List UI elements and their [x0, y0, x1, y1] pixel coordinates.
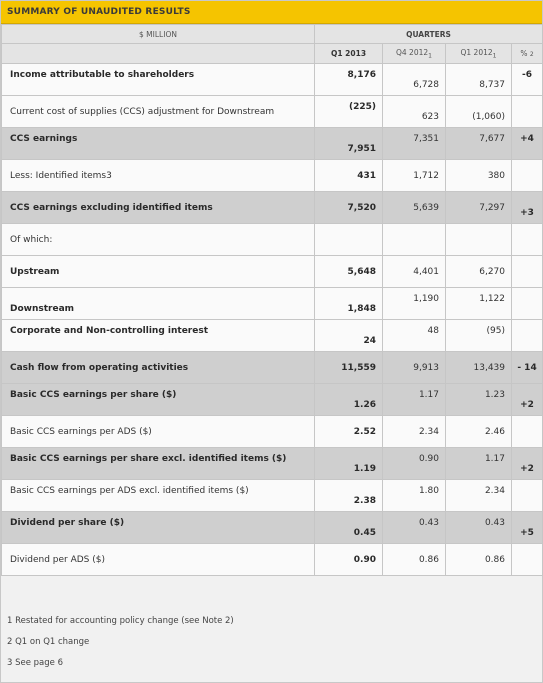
- row-label: CCS earnings: [2, 128, 315, 160]
- col-header-q4-2012: Q4 $2012_1$: [383, 44, 446, 64]
- value-pct-change: [512, 96, 543, 128]
- value-q4-2012: 7,351: [383, 128, 446, 160]
- value-q1-2013: 7,520: [315, 192, 383, 224]
- table-row: [2, 512, 543, 544]
- table-row: [2, 320, 543, 352]
- value-pct-change: [512, 480, 543, 512]
- table-row: [2, 416, 543, 448]
- value-pct-change: +4: [512, 128, 543, 160]
- value-q1-2012: (1,060): [446, 96, 512, 128]
- value-pct-change: [512, 160, 543, 192]
- table-row: [2, 224, 543, 256]
- row-label: Of which:: [2, 224, 315, 256]
- value-pct-change: +2: [512, 384, 543, 416]
- value-pct-change: [512, 320, 543, 352]
- row-label: CCS earnings excluding identified items: [2, 192, 315, 224]
- table-row: [2, 384, 543, 416]
- value-q1-2013: 2.52: [315, 416, 383, 448]
- footnote-2: 2 Q1 on Q1 change: [7, 637, 90, 647]
- row-label: Corporate and Non-controlling interest: [2, 320, 315, 352]
- value-pct-change: [512, 288, 543, 320]
- value-q1-2013: 5,648: [315, 256, 383, 288]
- table-row: [2, 480, 543, 512]
- value-q1-2012: 8,737: [446, 64, 512, 96]
- row-label: Dividend per share ($): [2, 512, 315, 544]
- value-q4-2012: 1.80: [383, 480, 446, 512]
- value-q4-2012: 9,913: [383, 352, 446, 384]
- value-q4-2012: 1,190: [383, 288, 446, 320]
- value-q1-2012: 2.46: [446, 416, 512, 448]
- value-q1-2013: 24: [315, 320, 383, 352]
- value-pct-change: -6: [512, 64, 543, 96]
- col-header-q1-2012: Q1 $2012_1$: [446, 44, 512, 64]
- value-q1-2013: 1,848: [315, 288, 383, 320]
- value-q1-2012: 0.43: [446, 512, 512, 544]
- col-header-pct: % 2: [512, 44, 543, 64]
- value-q1-2012: 0.86: [446, 544, 512, 576]
- results-table: [1, 24, 543, 576]
- value-q1-2012: 1.17: [446, 448, 512, 480]
- value-pct-change: [512, 256, 543, 288]
- value-pct-change: [512, 416, 543, 448]
- row-label: Cash flow from operating activities: [2, 352, 315, 384]
- table-row: [2, 64, 543, 96]
- value-q4-2012: 2.34: [383, 416, 446, 448]
- unit-header: $ MILLION: [2, 25, 315, 44]
- value-pct-change: +3: [512, 192, 543, 224]
- value-q1-2012: (95): [446, 320, 512, 352]
- header-row-1: [2, 25, 543, 44]
- value-q4-2012: 0.90: [383, 448, 446, 480]
- row-label: Basic CCS earnings per share ($): [2, 384, 315, 416]
- footnote-1: 1 Restated for accounting policy change (see Note 2): [7, 616, 234, 626]
- row-label: Downstream: [2, 288, 315, 320]
- value-q1-2013: 1.19: [315, 448, 383, 480]
- footnote-3: 3 See page 6: [7, 658, 64, 668]
- value-q1-2013: (225): [315, 96, 383, 128]
- panel-title: SUMMARY OF UNAUDITED RESULTS: [7, 7, 191, 17]
- row-label: Income attributable to shareholders: [2, 64, 315, 96]
- value-q4-2012: 623: [383, 96, 446, 128]
- col-header-q1-2013: Q1 2013: [315, 44, 383, 64]
- table-row: [2, 448, 543, 480]
- table-row: [2, 544, 543, 576]
- value-q1-2013: 0.45: [315, 512, 383, 544]
- value-pct-change: +2: [512, 448, 543, 480]
- value-q4-2012: 0.86: [383, 544, 446, 576]
- value-q1-2012: 7,677: [446, 128, 512, 160]
- table-row: [2, 256, 543, 288]
- value-q4-2012: 48: [383, 320, 446, 352]
- value-q4-2012: 6,728: [383, 64, 446, 96]
- value-q1-2013: 11,559: [315, 352, 383, 384]
- value-q1-2012: 6,270: [446, 256, 512, 288]
- value-q1-2013: [315, 224, 383, 256]
- value-pct-change: +5: [512, 512, 543, 544]
- row-label: Dividend per ADS ($): [2, 544, 315, 576]
- value-q1-2013: 0.90: [315, 544, 383, 576]
- value-q1-2012: 7,297: [446, 192, 512, 224]
- value-q1-2013: 431: [315, 160, 383, 192]
- value-q4-2012: 1,712: [383, 160, 446, 192]
- value-q1-2012: 2.34: [446, 480, 512, 512]
- table-row: [2, 96, 543, 128]
- row-label: Upstream: [2, 256, 315, 288]
- table-row: [2, 192, 543, 224]
- row-label: Basic CCS earnings per ADS excl. identified items ($): [2, 480, 315, 512]
- value-q1-2013: 1.26: [315, 384, 383, 416]
- table-row: [2, 160, 543, 192]
- value-pct-change: - 14: [512, 352, 543, 384]
- value-q1-2013: 7,951: [315, 128, 383, 160]
- table-row: [2, 352, 543, 384]
- value-q1-2012: 13,439: [446, 352, 512, 384]
- table-row: [2, 128, 543, 160]
- value-q4-2012: 5,639: [383, 192, 446, 224]
- row-label: Basic CCS earnings per share excl. identified items ($): [2, 448, 315, 480]
- value-q4-2012: 0.43: [383, 512, 446, 544]
- header-row-2: [2, 44, 543, 64]
- value-pct-change: [512, 224, 543, 256]
- value-q4-2012: 1.17: [383, 384, 446, 416]
- blank-header: [2, 44, 315, 64]
- value-q1-2012: [446, 224, 512, 256]
- value-q1-2012: 1.23: [446, 384, 512, 416]
- row-label: Less: Identified items3: [2, 160, 315, 192]
- value-pct-change: [512, 544, 543, 576]
- value-q1-2013: 2.38: [315, 480, 383, 512]
- row-label: Basic CCS earnings per ADS ($): [2, 416, 315, 448]
- value-q1-2013: 8,176: [315, 64, 383, 96]
- title-bar: [1, 1, 542, 24]
- quarters-header: QUARTERS: [315, 25, 543, 44]
- value-q1-2012: 1,122: [446, 288, 512, 320]
- value-q1-2012: 380: [446, 160, 512, 192]
- value-q4-2012: 4,401: [383, 256, 446, 288]
- table-row: [2, 288, 543, 320]
- row-label: Current cost of supplies (CCS) adjustment for Downstream: [2, 96, 315, 128]
- value-q4-2012: [383, 224, 446, 256]
